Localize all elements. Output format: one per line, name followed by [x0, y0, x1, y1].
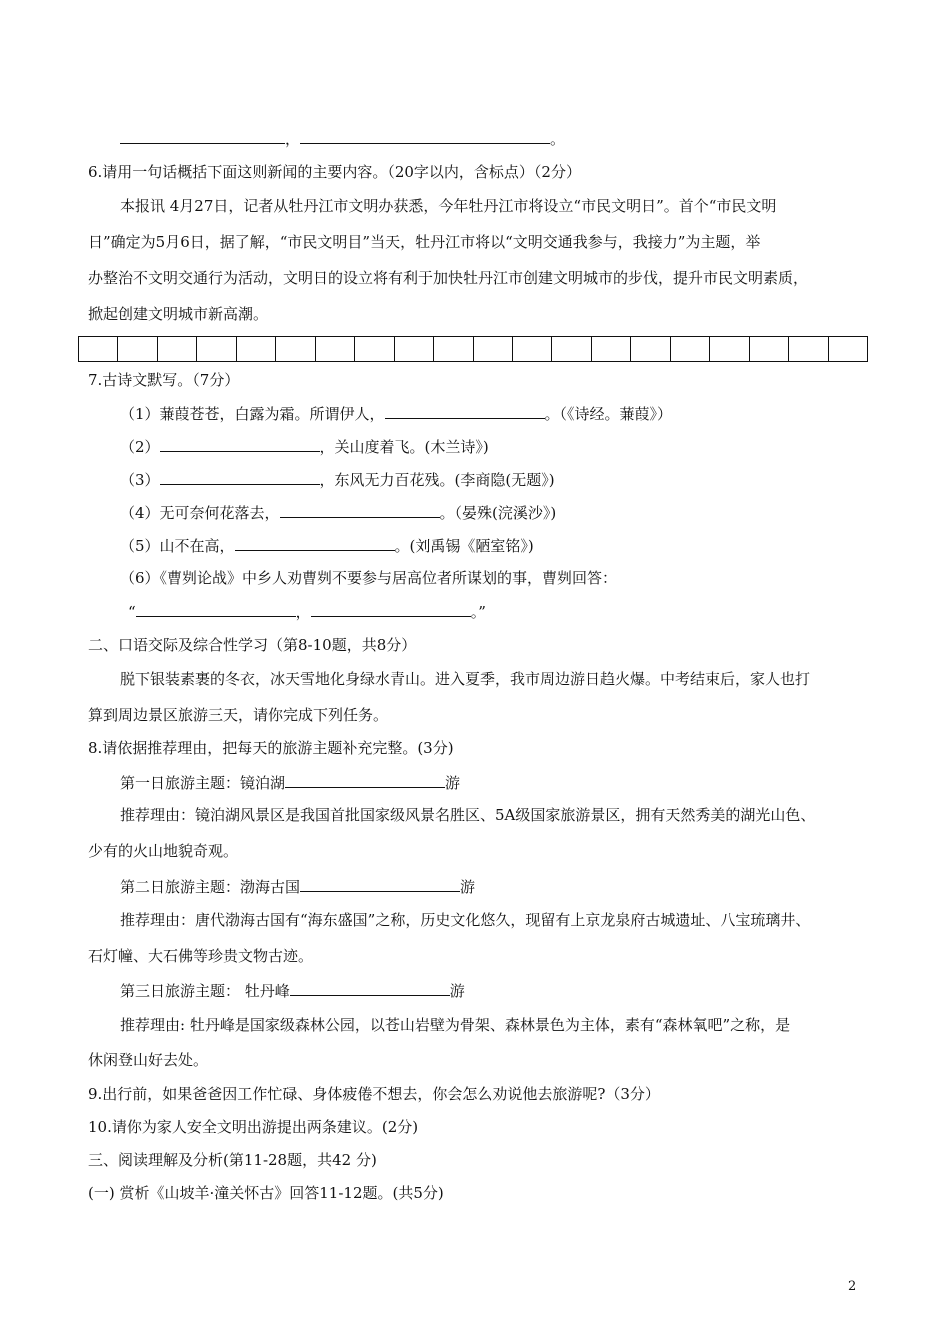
top-answer-line: ， 。 [120, 128, 565, 149]
news-paragraph-line: 掀起创建文明城市新高潮。 [88, 305, 269, 323]
poem-item-6-answer: “ ， 。” [128, 603, 486, 621]
poem-item: （2） ，关山度着飞。(木兰诗》) [120, 438, 489, 456]
day3-theme: 第三日旅游主题： 牡丹峰 游 [120, 982, 465, 1000]
grid-cell[interactable] [118, 337, 157, 361]
subsection1-title: (一) 赏析《山坡羊·潼关怀古》回答11-12题。(共5分) [88, 1184, 444, 1202]
q6-title: 6.请用一句话概括下面这则新闻的主要内容。（20字以内，含标点）（2分） [88, 163, 581, 181]
day1-theme: 第一日旅游主题：镜泊湖 游 [120, 774, 461, 792]
answer-blank[interactable] [300, 128, 550, 144]
section2-title: 二、口语交际及综合性学习（第8-10题，共8分） [88, 636, 417, 654]
grid-cell[interactable] [513, 337, 552, 361]
news-paragraph-line: 本报讯 4月27日，记者从牡丹江市文明办获悉，今年牡丹江市将设立“市民文明日”。首个“市民文明 [120, 197, 777, 215]
grid-cell[interactable] [79, 337, 118, 361]
answer-blank[interactable] [160, 436, 320, 452]
day2-theme: 第二日旅游主题：渤海古国 游 [120, 878, 476, 896]
day1-reason-line: 推荐理由：镜泊湖风景区是我国首批国家级风景名胜区、5A级国家旅游景区，拥有天然秀美的湖光山色、 [120, 806, 816, 824]
q8-title: 8.请依据推荐理由，把每天的旅游主题补充完整。(3分) [88, 739, 454, 757]
q10-title: 10.请你为家人安全文明出游提出两条建议。(2分) [88, 1118, 419, 1136]
day3-reason-line: 推荐理由: 牡丹峰是国家级森林公园，以苍山岩壁为骨架、森林景色为主体，素有“森林氧吧”之称，是 [120, 1016, 791, 1034]
poem-item: （5）山不在高， 。(刘禹锡《陋室铭》) [120, 537, 534, 555]
grid-cell[interactable] [355, 337, 394, 361]
news-paragraph-line: 日”确定为5月6日，据了解，“市民文明目”当天，牡丹江市将以“文明交通我参与，我接力”为主题，举 [88, 233, 761, 251]
day1-reason-line: 少有的火山地貌奇观。 [88, 842, 239, 860]
answer-blank[interactable] [285, 772, 445, 788]
q7-title: 7.古诗文默写。（7分） [88, 371, 240, 389]
grid-cell[interactable] [395, 337, 434, 361]
grid-cell[interactable] [631, 337, 670, 361]
answer-blank[interactable] [120, 128, 285, 144]
answer-blank[interactable] [160, 469, 320, 485]
day2-reason-line: 推荐理由：唐代渤海古国有“海东盛国”之称，历史文化悠久，现留有上京龙泉府古城遗址、八宝琉璃井、 [120, 911, 811, 929]
poem-item-6: （6）《曹刿论战》中乡人劝曹刿不要参与居高位者所谋划的事，曹刿回答： [120, 569, 618, 587]
day3-reason-line: 休闲登山好去处。 [88, 1051, 209, 1069]
grid-cell[interactable] [434, 337, 473, 361]
grid-cell[interactable] [750, 337, 789, 361]
answer-blank[interactable] [136, 601, 296, 617]
day2-reason-line: 石灯幢、大石佛等珍贵文物古迹。 [88, 947, 314, 965]
poem-item: （1）蒹葭苍苍，白露为霜。所谓伊人， 。（《诗经。蒹葭》） [120, 405, 673, 423]
grid-cell[interactable] [671, 337, 710, 361]
grid-cell[interactable] [592, 337, 631, 361]
grid-cell[interactable] [158, 337, 197, 361]
grid-cell[interactable] [552, 337, 591, 361]
q9-title: 9.出行前，如果爸爸因工作忙碌、身体疲倦不想去，你会怎么劝说他去旅游呢?（3分） [88, 1085, 660, 1103]
grid-cell[interactable] [316, 337, 355, 361]
section3-title: 三、阅读理解及分析(第11-28题，共42 分) [88, 1151, 377, 1169]
answer-blank[interactable] [280, 502, 440, 518]
news-paragraph-line: 办整治不文明交通行为活动，文明日的设立将有利于加快牡丹江市创建文明城市的步伐，提升市民文明素质， [88, 269, 809, 287]
section2-intro-line: 算到周边景区旅游三天，请你完成下列任务。 [88, 706, 389, 724]
section2-intro-line: 脱下银装素裹的冬衣，冰天雪地化身绿水青山。进入夏季，我市周边游日趋火爆。中考结束后，家人也打 [120, 670, 811, 688]
grid-cell[interactable] [710, 337, 749, 361]
answer-blank[interactable] [290, 980, 450, 996]
grid-cell[interactable] [474, 337, 513, 361]
grid-cell[interactable] [276, 337, 315, 361]
grid-cell[interactable] [237, 337, 276, 361]
answer-grid[interactable] [78, 336, 868, 362]
poem-item: （4）无可奈何花落去， 。（晏殊(浣溪沙》) [120, 504, 557, 522]
grid-cell[interactable] [789, 337, 828, 361]
page-number: 2 [848, 1279, 857, 1294]
answer-blank[interactable] [235, 535, 395, 551]
answer-blank[interactable] [311, 601, 471, 617]
poem-item: （3） ，东风无力百花残。(李商隐(无题》) [120, 471, 555, 489]
answer-blank[interactable] [385, 403, 545, 419]
grid-cell[interactable] [829, 337, 867, 361]
grid-cell[interactable] [197, 337, 236, 361]
answer-blank[interactable] [300, 876, 460, 892]
